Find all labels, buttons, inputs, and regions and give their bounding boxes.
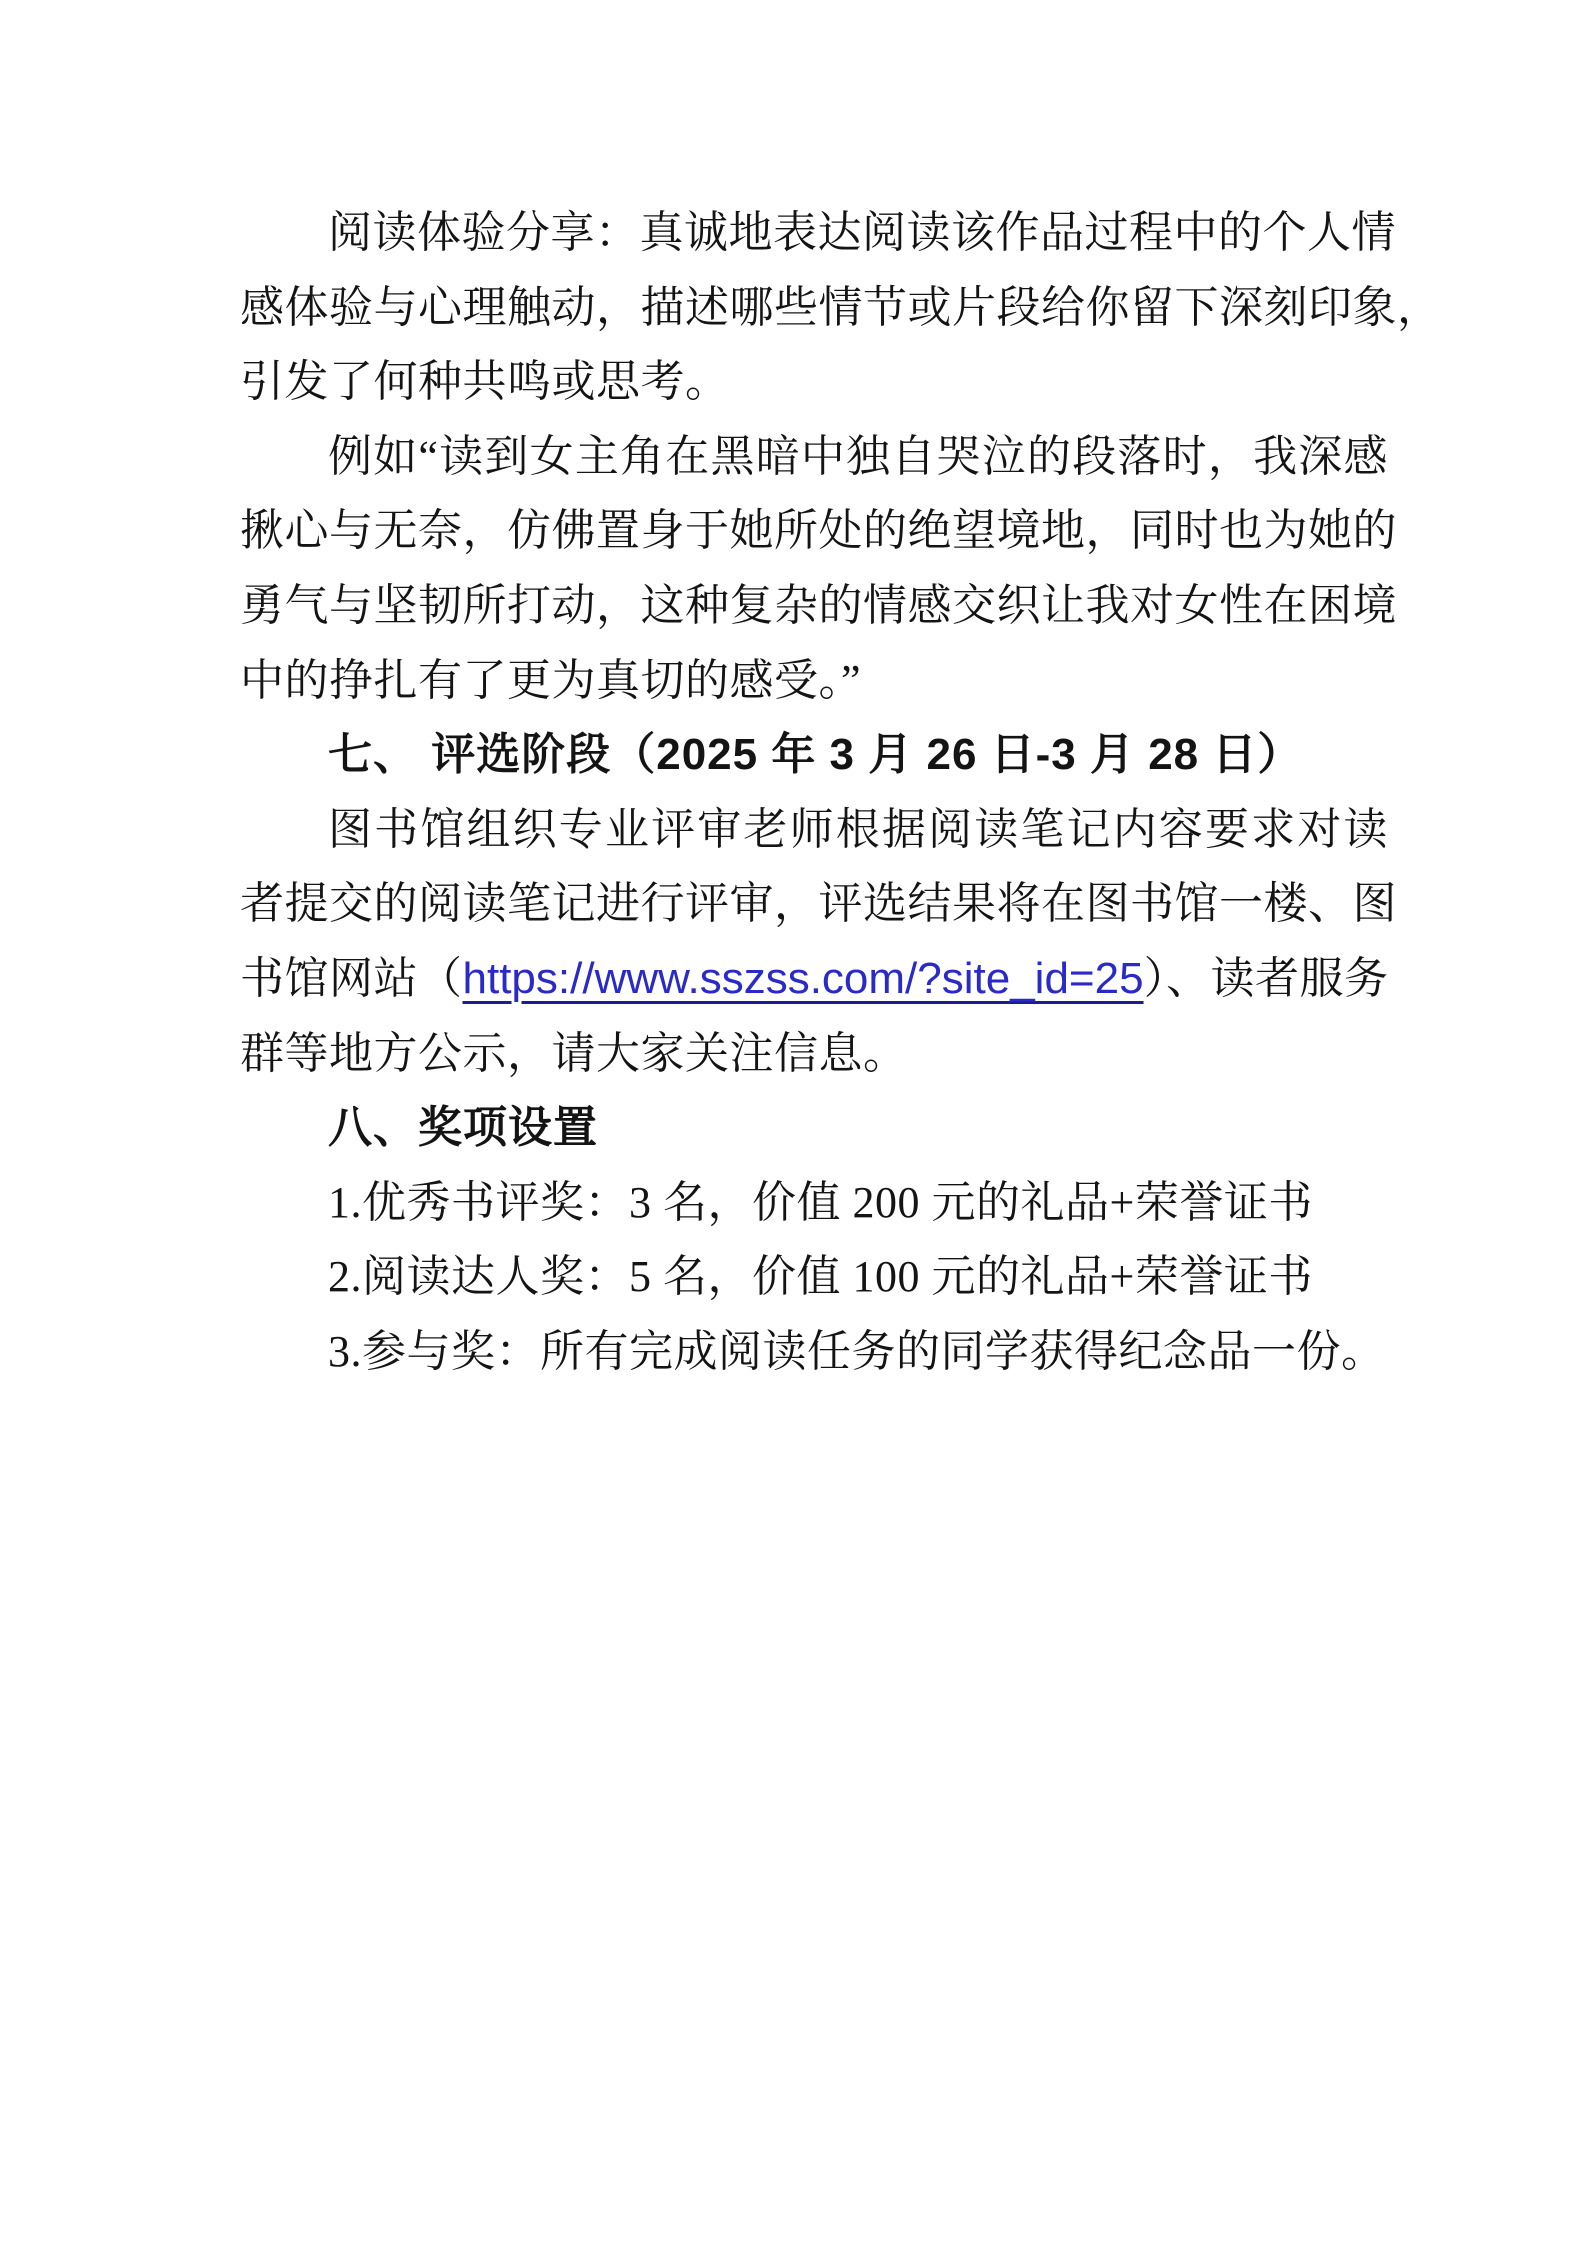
section-7-heading: 七、 评选阶段（2025 年 3 月 26 日-3 月 28 日） <box>328 730 1303 780</box>
para3-line3 <box>240 942 1388 1017</box>
para1-line3: 引发了何种共鸣或思考。 <box>240 357 730 407</box>
para3-line3-after-link: ）、读者服务 <box>1143 953 1389 1003</box>
para2-line1: 例如“读到女主角在黑暗中独自哭泣的段落时，我深感 <box>328 431 1388 481</box>
award-item-3: 3.参与奖：所有完成阅读任务的同学获得纪念品一份。 <box>328 1326 1386 1376</box>
award-item-1: 1.优秀书评奖：3 名，价值 200 元的礼品+荣誉证书 <box>328 1177 1313 1227</box>
document-text-block <box>240 196 1442 1390</box>
award-item-2: 2.阅读达人奖：5 名，价值 100 元的礼品+荣誉证书 <box>328 1252 1313 1302</box>
para1-line2: 感体验与心理触动，描述哪些情节或片段给你留下深刻印象， <box>240 282 1442 332</box>
para2-line2: 揪心与无奈，仿佛置身于她所处的绝望境地，同时也为她的 <box>240 506 1397 556</box>
section-8-heading: 八、奖项设置 <box>328 1103 598 1153</box>
para3-line1: 图书馆组织专业评审老师根据阅读笔记内容要求对读 <box>328 804 1388 854</box>
para1-line1: 阅读体验分享：真诚地表达阅读该作品过程中的个人情 <box>328 208 1396 257</box>
para2-line4: 中的挣扎有了更为真切的感受。” <box>240 655 862 705</box>
para3-line2: 者提交的阅读笔记进行评审，评选结果将在图书馆一楼、图 <box>240 879 1397 929</box>
para3-line3-before-link: 书馆网站（ <box>240 953 463 1003</box>
para2-line3: 勇气与坚韧所打动，这种复杂的情感交织让我对女性在困境 <box>240 580 1397 630</box>
para3-line4: 群等地方公示，请大家关注信息。 <box>240 1028 908 1078</box>
library-website-link[interactable]: https://www.sszss.com/?site_id=25 <box>462 953 1144 1003</box>
